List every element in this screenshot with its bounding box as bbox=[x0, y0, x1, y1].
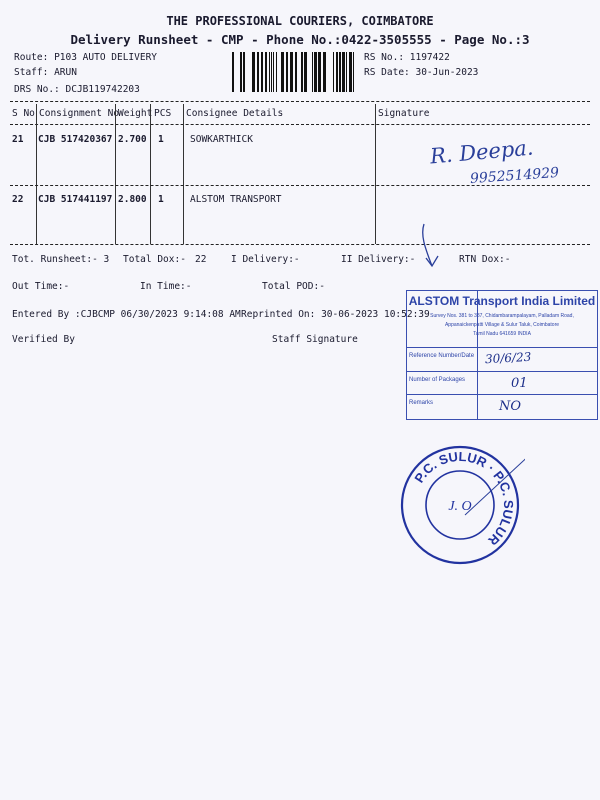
barcode-bar bbox=[333, 52, 334, 92]
stamp-address-line: Tamil Nadu 641659 INDIA bbox=[473, 331, 531, 337]
barcode-bar bbox=[261, 52, 263, 92]
seal-center-text: J. O bbox=[448, 499, 472, 514]
col-header-pcs: PCS bbox=[154, 108, 172, 119]
rtn-dox: RTN Dox:- bbox=[459, 254, 511, 265]
barcode-bar bbox=[286, 52, 288, 92]
cell-weight: 2.800 bbox=[118, 194, 147, 205]
entered-by: Entered By :CJBCMP 06/30/2023 9:14:08 AM bbox=[12, 309, 241, 320]
cell-consignment: CJB 517420367 bbox=[38, 134, 113, 145]
barcode-bar bbox=[318, 52, 321, 92]
staff-value: ARUN bbox=[54, 67, 77, 78]
barcode-bar bbox=[304, 52, 307, 92]
cell-pcs: 1 bbox=[158, 194, 164, 205]
stamp-rule bbox=[407, 347, 597, 348]
barcode-bar bbox=[339, 52, 341, 92]
barcode-bar bbox=[276, 52, 277, 92]
cell-weight: 2.700 bbox=[118, 134, 147, 145]
barcode-bar bbox=[353, 52, 354, 92]
route-row bbox=[14, 52, 157, 63]
table-top-rule bbox=[10, 101, 590, 102]
header-bottom-rule bbox=[10, 124, 590, 125]
total-dox-value: 22 bbox=[195, 254, 207, 265]
route-value: P103 AUTO DELIVERY bbox=[54, 52, 158, 63]
barcode-bar bbox=[240, 52, 242, 92]
barcode-bar bbox=[269, 52, 270, 92]
col-header-consignee: Consignee Details bbox=[186, 108, 284, 119]
drs-label: DRS No.: bbox=[14, 84, 60, 95]
in-time: In Time:- bbox=[140, 281, 192, 292]
barcode-bar bbox=[290, 52, 293, 92]
barcode-bar bbox=[312, 52, 313, 92]
col-header-sno: S No bbox=[12, 108, 35, 119]
row-rule bbox=[10, 185, 590, 186]
rs-date: RS Date: 30-Jun-2023 bbox=[364, 67, 479, 78]
stamp-divider bbox=[477, 291, 478, 419]
runsheet-subtitle: Delivery Runsheet - CMP - Phone No.:0422-3505555 - Page No.:3 bbox=[70, 32, 530, 47]
barcode-bar bbox=[295, 52, 297, 92]
stamp-handwritten-qty: 01 bbox=[511, 376, 528, 391]
barcode-bar bbox=[323, 52, 326, 92]
handwritten-arrow bbox=[410, 222, 450, 272]
table-bottom-rule bbox=[10, 244, 590, 245]
stamp-field-ref: Reference Number/Date bbox=[409, 353, 475, 359]
stamp-company-name: ALSTOM Transport India Limited bbox=[408, 294, 596, 308]
barcode-bar bbox=[265, 52, 267, 92]
handwritten-phone: 9952514929 bbox=[469, 164, 560, 188]
stamp-address-line: Appanaickenpatti Village & Sulur Taluk, Coimbatore bbox=[444, 322, 560, 328]
staff-row bbox=[14, 67, 77, 78]
stamp-field-remarks: Remarks bbox=[409, 400, 434, 406]
stamp-handwritten-no: NO bbox=[499, 399, 522, 414]
cell-pcs: 1 bbox=[158, 134, 164, 145]
cell-sno: 21 bbox=[12, 134, 24, 145]
cell-consignee: SOWKARTHICK bbox=[190, 134, 253, 145]
col-divider bbox=[36, 104, 37, 244]
barcode-bar bbox=[273, 52, 274, 92]
cell-sno: 22 bbox=[12, 194, 24, 205]
total-pod: Total POD:- bbox=[262, 281, 325, 292]
barcode-bar bbox=[232, 52, 234, 92]
staff-label: Staff: bbox=[14, 67, 49, 78]
reprinted-on: Reprinted On: 30-06-2023 10:52:39 bbox=[241, 309, 430, 320]
cell-consignee: ALSTOM TRANSPORT bbox=[190, 194, 282, 205]
col-divider bbox=[183, 104, 184, 244]
barcode-bar bbox=[314, 52, 317, 92]
tot-runsheet: Tot. Runsheet:- 3 bbox=[12, 254, 110, 265]
barcode-bar bbox=[281, 52, 284, 92]
cell-consignment: CJB 517441197 bbox=[38, 194, 113, 205]
stamp-handwritten-date: 30/6/23 bbox=[484, 349, 532, 367]
col-divider bbox=[115, 104, 116, 244]
barcode-bar bbox=[271, 52, 272, 92]
col-header-weight: Weight bbox=[118, 108, 153, 119]
stamp-address-line: Survey Nos. 381 to 387, Chidambarampalayam, Palladam Road, bbox=[430, 313, 574, 319]
verified-by: Verified By bbox=[12, 334, 75, 345]
barcode-bar bbox=[336, 52, 338, 92]
total-dox: Total Dox:- bbox=[123, 254, 186, 265]
barcode-bar bbox=[301, 52, 303, 92]
seal-ring-text: P.C. SULUR · P.C. SULUR bbox=[411, 448, 517, 549]
i-delivery: I Delivery:- bbox=[231, 254, 300, 265]
ii-delivery: II Delivery:- bbox=[341, 254, 416, 265]
col-divider bbox=[150, 104, 151, 244]
col-divider bbox=[375, 104, 376, 244]
stamp-field-packages: Number of Packages bbox=[409, 377, 466, 383]
rs-number: RS No.: 1197422 bbox=[364, 52, 450, 63]
barcode-bar bbox=[257, 52, 259, 92]
col-header-consignment: Consignment No bbox=[39, 108, 120, 119]
out-time: Out Time:- bbox=[12, 281, 70, 292]
route-label: Route: bbox=[14, 52, 49, 63]
barcode-bar bbox=[252, 52, 255, 92]
barcode-bar bbox=[346, 52, 347, 92]
round-seal bbox=[395, 440, 525, 570]
barcode-bar bbox=[243, 52, 245, 92]
staff-signature: Staff Signature bbox=[272, 334, 358, 345]
stamp-rule bbox=[407, 394, 597, 395]
barcode-bar bbox=[342, 52, 345, 92]
company-stamp bbox=[406, 290, 598, 420]
col-header-signature: Signature bbox=[378, 108, 430, 119]
stamp-rule bbox=[407, 371, 597, 372]
handwritten-signature: R. Deepa. bbox=[429, 135, 535, 169]
barcode-bar bbox=[349, 52, 352, 92]
company-title: THE PROFESSIONAL COURIERS, COIMBATORE bbox=[166, 14, 434, 28]
drs-row bbox=[14, 84, 140, 95]
drs-value: DCJB119742203 bbox=[65, 84, 140, 95]
barcode bbox=[232, 52, 358, 92]
